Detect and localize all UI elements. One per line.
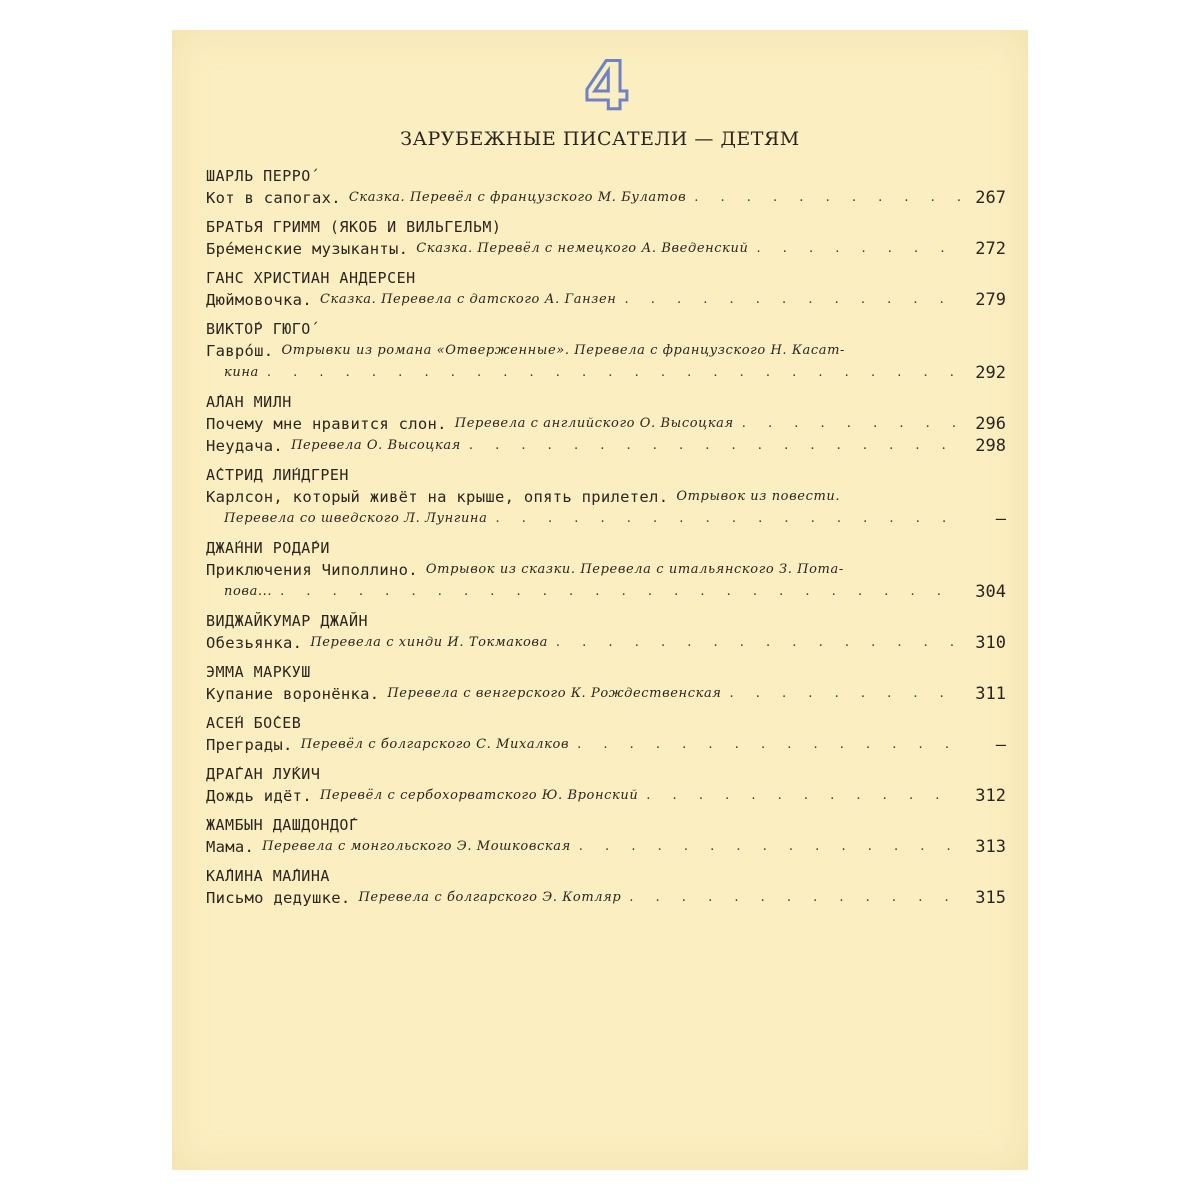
dot-leader: [742, 413, 960, 435]
toc-entry: [206, 632, 1006, 654]
author-name: ВИДЖАЙКУМАР ДЖАЙН: [206, 612, 369, 630]
work-note: Сказка. Перевела с датского А. Ганзен: [319, 292, 617, 307]
page-number: 315: [975, 888, 1006, 908]
work-title: Неудача.: [206, 437, 284, 455]
page-number: 310: [975, 633, 1006, 653]
dot-leader: [280, 581, 960, 603]
work-title: Дюймовочка.: [206, 291, 312, 309]
page-number: 292: [975, 363, 1006, 383]
author-name: А́СТРИД ЛИ́НДГРЕН: [206, 466, 349, 484]
toc-entry: [206, 413, 1006, 435]
page-number: 296: [975, 414, 1006, 434]
work-title: Купание воронёнка.: [206, 685, 380, 703]
work-note: Отрывки из романа «Отверженные». Перевела с французского Н. Касат-: [281, 343, 846, 358]
author-name: А́ЛАН МИЛН: [206, 393, 292, 411]
work-note: Перевела с монгольского Э. Мошковская: [262, 839, 571, 854]
work-note-continuation: кина: [224, 365, 259, 380]
table-of-contents: [206, 162, 1006, 913]
author-name: БРАТЬЯ ГРИММ (ЯКОБ И ВИЛЬГЕЛЬМ): [206, 218, 502, 236]
work-note: Перевела с хинди И. Токмакова: [310, 635, 548, 650]
toc-entry: [206, 238, 1006, 260]
work-note: Перевела О. Высоцкая: [291, 438, 461, 453]
toc-entry: [206, 435, 1006, 457]
page-number: 313: [975, 837, 1006, 857]
toc-entry: [206, 785, 1006, 807]
toc-entry: [206, 887, 1006, 909]
work-title: Обезьянка.: [206, 634, 303, 652]
page-number: 311: [975, 684, 1006, 704]
author-name: ШАРЛЬ ПЕРРО́: [206, 167, 311, 185]
work-note-continuation: пова...: [224, 584, 273, 599]
work-title: Почему мне нравится слон.: [206, 415, 447, 433]
work-note-continuation: Перевела со шведского Л. Лунгина: [224, 511, 488, 526]
author-name: ДЖА́ННИ РОДА́РИ: [206, 539, 330, 557]
work-title: Письмо дедушке.: [206, 889, 351, 907]
author-name: ВИКТО́Р ГЮГО́: [206, 320, 311, 338]
author-name: ЭММА МАРКУШ: [206, 663, 311, 681]
work-note: Отрывок из сказки. Перевела с итальянского З. Пота-: [425, 562, 844, 577]
work-note: Перевела с венгерского К. Рождественская: [387, 686, 722, 701]
dot-leader: [577, 734, 960, 756]
dot-leader: [730, 683, 960, 705]
work-title: Приключения Чиполлино.: [206, 561, 418, 579]
work-note: Перевела с болгарского Э. Котляр: [358, 890, 622, 905]
toc-entry: [206, 340, 1006, 384]
work-note: Перевёл с болгарского С. Михалков: [300, 737, 570, 752]
author-name: АСЕ́Н БО́СЕВ: [206, 714, 302, 732]
author-name: ЖАМБЫН ДАШДОНДО́Г: [206, 816, 359, 834]
author-name: КА́ЛИНА МА́ЛИНА: [206, 867, 330, 885]
toc-entry: [206, 187, 1006, 209]
page-number: 312: [975, 786, 1006, 806]
author-name: ДРА́ГАН ЛУ́КИЧ: [206, 765, 321, 783]
work-title: Гавро́ш.: [206, 342, 274, 360]
work-title: Бре́менские музыканты.: [206, 240, 409, 258]
dot-leader: [629, 887, 960, 909]
work-title: Карлсон, который живёт на крыше, опять прилетел.: [206, 488, 669, 506]
book-page: [172, 30, 1028, 1170]
work-title: Кот в сапогах.: [206, 189, 341, 207]
page-number: —: [995, 509, 1006, 529]
toc-entry: [206, 559, 1006, 603]
page-number: 267: [975, 188, 1006, 208]
dot-leader: [556, 632, 960, 654]
toc-entry: [206, 836, 1006, 858]
dot-leader: [624, 289, 960, 311]
toc-entry: [206, 683, 1006, 705]
work-note: Перевёл с сербохорватского Ю. Вронский: [319, 788, 639, 803]
dot-leader: [579, 836, 960, 858]
dot-leader: [267, 362, 960, 384]
page-number: 298: [975, 436, 1006, 456]
toc-entry: [206, 486, 1006, 530]
dot-leader: [756, 238, 960, 260]
work-title: Дождь идёт.: [206, 787, 312, 805]
author-name: ГАНС ХРИСТИАН АНДЕРСЕН: [206, 269, 416, 287]
dot-leader: [646, 785, 960, 807]
dot-leader: [694, 187, 960, 209]
work-note: Перевела с английского О. Высоцкая: [454, 416, 734, 431]
work-note: Отрывок из повести.: [676, 489, 841, 504]
toc-entry: [206, 289, 1006, 311]
work-note: Сказка. Перевёл с французского М. Булатов: [348, 190, 687, 205]
work-note: Сказка. Перевёл с немецкого А. Введенский: [416, 241, 749, 256]
work-title: Мама.: [206, 838, 255, 856]
work-title: Преграды.: [206, 736, 293, 754]
page-number: —: [995, 735, 1006, 755]
dot-leader: [495, 508, 960, 530]
page-number: 272: [975, 239, 1006, 259]
section-title: ЗАРУБЕЖНЫЕ ПИСАТЕЛИ — ДЕТЯМ: [400, 128, 800, 150]
dot-leader: [469, 435, 960, 457]
toc-entry: [206, 734, 1006, 756]
page-number: 304: [975, 582, 1006, 602]
page-number-stamp: 4: [584, 48, 630, 125]
page-number: 279: [975, 290, 1006, 310]
